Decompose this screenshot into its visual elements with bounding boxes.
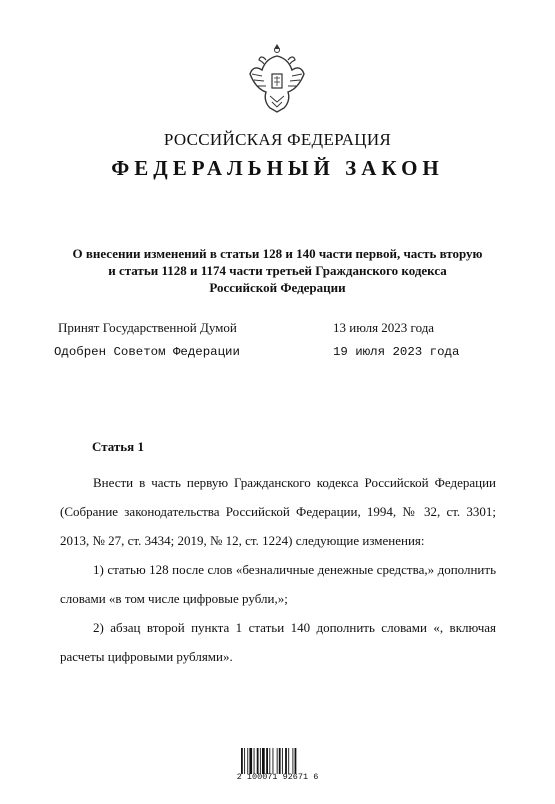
law-title-line: О внесении изменений в статьи 128 и 140 части первой, часть вторую xyxy=(72,246,483,261)
barcode-number: 2 100071 92671 6 xyxy=(236,772,319,782)
article-heading: Статья 1 xyxy=(92,439,144,454)
law-type-heading: ФЕДЕРАЛЬНЫЙ ЗАКОН xyxy=(111,156,444,180)
law-title-line: и статьи 1128 и 1174 части третьей Гражданского кодекса xyxy=(108,263,447,278)
law-title xyxy=(0,245,555,296)
duma-date: 13 июля 2023 года xyxy=(333,320,435,335)
council-date: 19 июля 2023 года xyxy=(333,345,460,359)
article-paragraph: Внести в часть первую Гражданского кодекса Российской Федерации (Собрание законодательства Российской Федерации, 1994, № 32, ст. 3301; 2013, № 27, ст. 3434; 2019, № 12, ст. 1224) следующие изменения: xyxy=(60,475,496,548)
article-paragraph: 2) абзац второй пункта 1 статьи 140 дополнить словами «, включая расчеты цифровыми рублями». xyxy=(60,620,496,664)
council-label: Одобрен Советом Федерации xyxy=(54,345,240,359)
article-body xyxy=(60,468,496,671)
article-paragraph: 1) статью 128 после слов «безналичные денежные средства,» дополнить словами «в том числе цифровые рубли,»; xyxy=(60,562,496,606)
coat-of-arms-icon xyxy=(246,40,308,116)
duma-label: Принят Государственной Думой xyxy=(58,320,237,335)
law-title-line: Российской Федерации xyxy=(209,280,346,295)
country-name: РОССИЙСКАЯ ФЕДЕРАЦИЯ xyxy=(163,130,392,149)
